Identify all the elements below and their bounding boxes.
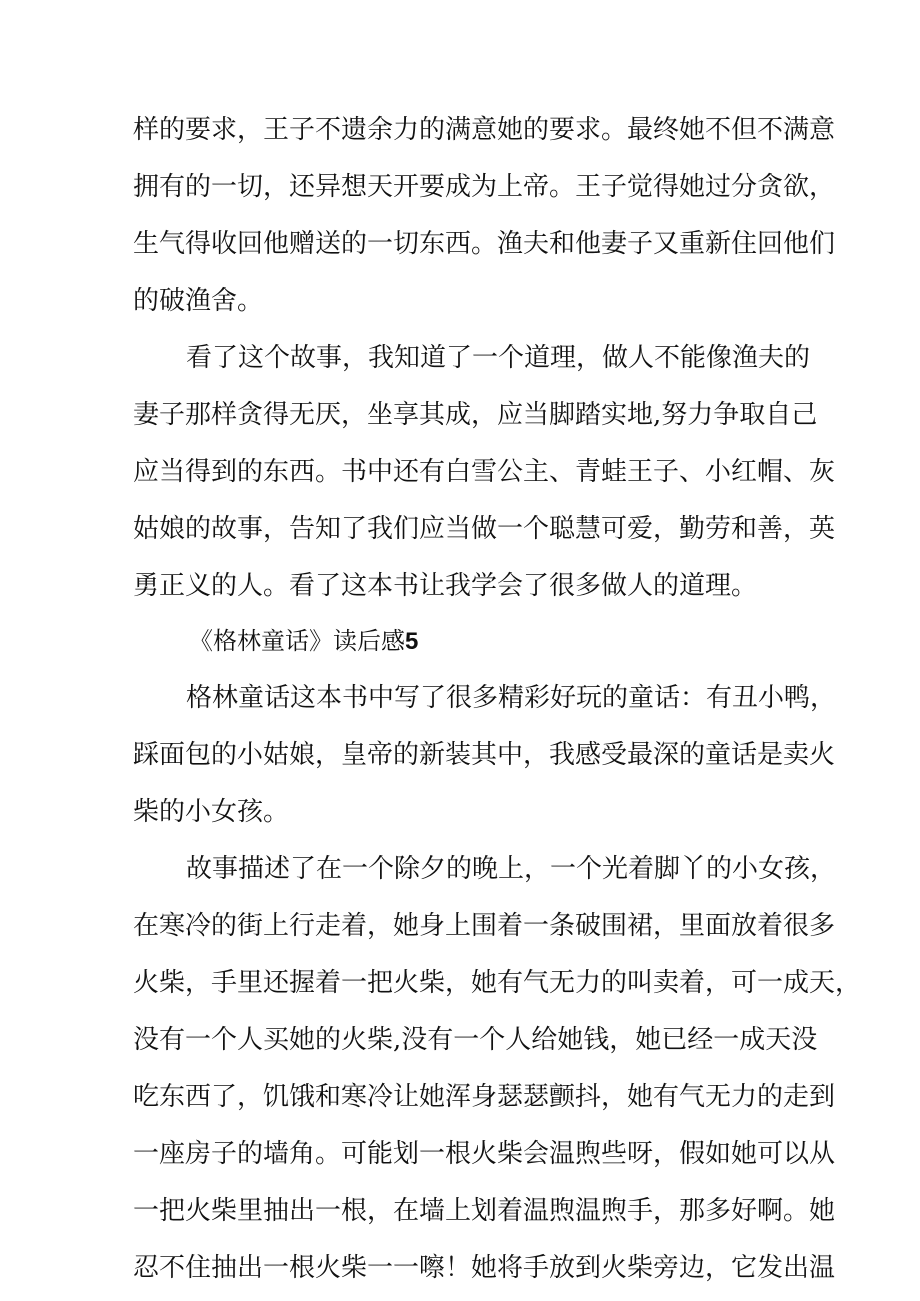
text-line: 在寒冷的街上行走着，她身上围着一条破围裙，里面放着很多: [133, 911, 836, 941]
text-line: 一座房子的墙角。可能划一根火柴会温煦些呀，假如她可以从: [133, 1139, 836, 1169]
text-line: 妻子那样贪得无厌，坐享其成，应当脚踏实地,努力争取自己: [133, 400, 818, 430]
text-line: 的破渔舍。: [133, 286, 264, 316]
text-line: 姑娘的故事，告知了我们应当做一个聪慧可爱，勤劳和善，英: [133, 514, 836, 544]
text-line: 勇正义的人。看了这本书让我学会了很多做人的道理。: [133, 571, 758, 601]
section-heading-title: 《格林童话》读后感: [189, 627, 405, 655]
section-heading: [189, 626, 418, 657]
text-line: 看了这个故事，我知道了一个道理，做人不能像渔夫的: [186, 343, 811, 373]
text-line: 生气得收回他赠送的一切东西。渔夫和他妻子又重新住回他们: [133, 229, 836, 259]
text-line: 格林童话这本书中写了很多精彩好玩的童话：有丑小鸭，: [186, 683, 837, 713]
text-line: 柴的小女孩。: [133, 797, 290, 827]
text-line: 一把火柴里抽出一根，在墙上划着温煦温煦手，那多好啊。她: [133, 1196, 836, 1226]
text-line: 火柴，手里还握着一把火柴，她有气无力的叫卖着，可一成天，: [133, 968, 862, 998]
text-line: 忍不住抽出一根火柴一一嚓！她将手放到火柴旁边，它发出温: [133, 1253, 836, 1283]
text-line: 没有一个人买她的火柴,没有一个人给她钱，她已经一成天没: [133, 1025, 818, 1055]
text-line: 样的要求，王子不遗余力的满意她的要求。最终她不但不满意: [133, 115, 836, 145]
text-line: 故事描述了在一个除夕的晚上，一个光着脚丫的小女孩，: [186, 854, 837, 884]
section-heading-number: 5: [405, 628, 419, 655]
text-line: 拥有的一切，还异想天开要成为上帝。王子觉得她过分贪欲，: [133, 172, 836, 202]
text-line: 吃东西了，饥饿和寒冷让她浑身瑟瑟颤抖，她有气无力的走到: [133, 1082, 836, 1112]
text-line: 踩面包的小姑娘，皇帝的新装其中，我感受最深的童话是卖火: [133, 740, 836, 770]
text-line: 应当得到的东西。书中还有白雪公主、青蛙王子、小红帽、灰: [133, 457, 836, 487]
